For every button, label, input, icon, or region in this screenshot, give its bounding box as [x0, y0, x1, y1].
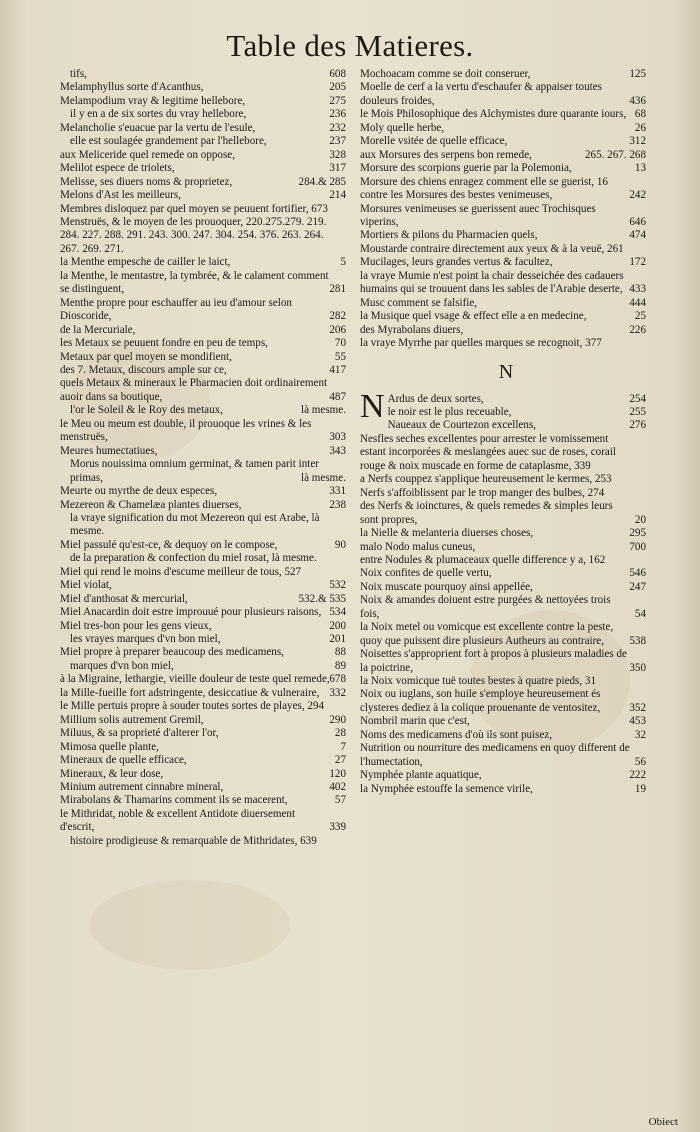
entry-text: la Nielle & melanteria diuerses choses,	[360, 527, 534, 540]
entry-text: des Nerfs & ioinctures, & quels remedes & simples leurs sont propres,	[360, 500, 613, 526]
entry-page-ref: 214	[329, 189, 346, 202]
entry-text: Mineraux de quelle efficace,	[60, 754, 187, 767]
entry-text: Melisse, ses diuers noms & proprietez,	[60, 175, 233, 188]
entry-text: Miel Anacardin doit estre improuué pour plusieurs raisons,	[60, 606, 322, 619]
index-entry	[60, 633, 352, 646]
entry-page-ref: 303	[329, 431, 346, 444]
index-entry	[60, 485, 352, 498]
entry-page-ref: 352	[629, 701, 646, 714]
entry-page-ref: 532.& 535	[298, 592, 346, 605]
entry-text: Minium autrement cinnabre mineral,	[60, 781, 224, 794]
entry-text: les vrayes marques d'vn bon miel,	[70, 633, 221, 646]
entry-page-ref: 700	[629, 540, 646, 553]
index-entry	[60, 458, 352, 485]
index-entry	[60, 768, 352, 781]
entry-text: Meures humectatiues,	[60, 444, 158, 457]
entry-text: la Mille-fueille fort adstringente, desiccatiue & vulneraire,	[60, 686, 320, 699]
index-entry	[60, 189, 352, 202]
entry-page-ref: 247	[629, 580, 646, 593]
index-entry	[360, 108, 652, 121]
entry-page-ref: 226	[629, 323, 646, 336]
entry-text: histoire prodigieuse & remarquable de Mithridates, 639	[70, 834, 317, 847]
entry-page-ref: 295	[629, 527, 646, 540]
index-entry	[360, 68, 652, 81]
entry-text: la Musique quel vsage & effect elle a en medecine,	[360, 310, 587, 323]
entry-page-ref: 254	[629, 392, 646, 405]
index-entry	[360, 729, 652, 742]
index-entry	[60, 149, 352, 162]
entry-page-ref: 453	[629, 715, 646, 728]
index-entry	[60, 566, 352, 579]
entry-page-ref: 242	[629, 189, 646, 202]
entry-text: Morus nouissima omnium germinat, & tamen parit inter primas,	[70, 458, 319, 484]
entry-text: le Mois Philosophique des Alchymistes dure quarante iours,	[360, 108, 627, 121]
entry-page-ref: 205	[329, 81, 346, 94]
index-entry	[60, 135, 352, 148]
entry-text: Moelle de cerf a la vertu d'eschaufer & appaiser toutes douleurs froides,	[360, 81, 602, 107]
entry-text: Melilot espece de triolets,	[60, 162, 175, 175]
index-entry	[60, 216, 352, 256]
entry-text: Mineraux, & leur dose,	[60, 767, 164, 780]
entry-text: Noix muscate pourquoy ainsi appellée,	[360, 580, 533, 593]
entry-text: Noms des medicamens d'où ils sont puisez,	[360, 728, 553, 741]
index-entry	[360, 81, 652, 108]
entry-text: Mimosa quelle plante,	[60, 740, 159, 753]
entry-page-ref: 417	[329, 363, 346, 376]
entry-text: Noix confites de quelle vertu,	[360, 567, 492, 580]
entry-page-ref: 32	[634, 728, 646, 741]
entry-text: l'or le Soleil & le Roy des metaux,	[70, 404, 223, 417]
index-entry	[360, 473, 652, 486]
entry-text: Melons d'Ast les meilleurs,	[60, 189, 181, 202]
entry-text: Nymphée plante aquatique,	[360, 769, 482, 782]
index-entry	[60, 81, 352, 94]
entry-page-ref: 222	[629, 769, 646, 782]
entry-page-ref: 20	[634, 513, 646, 526]
entry-text: aux Meliceride quel remede on oppose,	[60, 148, 235, 161]
entry-text: la Menthe empesche de cailler le laict,	[60, 256, 231, 269]
entry-page-ref: 276	[629, 419, 646, 432]
entry-page-ref: 282	[329, 310, 346, 323]
entry-text: Millium solis autrement Gremil,	[60, 713, 204, 726]
index-entry	[360, 433, 652, 473]
index-column-left	[60, 68, 352, 848]
entry-text: Miel propre à preparer beaucoup des medicamens,	[60, 646, 284, 659]
index-entry	[360, 229, 652, 242]
entry-page-ref: 54	[634, 607, 646, 620]
index-entry	[360, 500, 652, 527]
index-entry	[360, 783, 652, 796]
index-entry	[60, 162, 352, 175]
entry-page-ref: 237	[329, 135, 346, 148]
index-entry	[360, 162, 652, 175]
entry-page-ref: 343	[329, 444, 346, 457]
index-entry	[60, 808, 352, 835]
index-entry	[60, 122, 352, 135]
entry-page-ref: 538	[629, 634, 646, 647]
entry-page-ref: 88	[334, 646, 346, 659]
entry-page-ref: 28	[334, 727, 346, 740]
entry-text: Membres disloquez par quel moyen se peuuent fortifier, 673	[60, 202, 328, 215]
entry-text: Mezereon & Chamelæa plantes diuerses,	[60, 498, 242, 511]
entry-text: a Nerfs couppez s'applique heureusement le kermes, 253	[360, 473, 612, 486]
entry-text: malo Nodo malus cuneus,	[360, 540, 476, 553]
entry-page-ref: 19	[634, 782, 646, 795]
entry-page-ref: 290	[329, 713, 346, 726]
entry-text: le Meu ou meum est double, il prouoque les vrines & les menstruës,	[60, 417, 312, 444]
entry-page-ref: 474	[629, 229, 646, 242]
index-entry	[60, 68, 352, 81]
entry-page-ref: 13	[634, 162, 646, 175]
entry-page-ref: 534	[329, 606, 346, 619]
entry-page-ref: 331	[329, 485, 346, 498]
entry-text: à la Migraine, lethargie, vieille douleur de teste quel remede,	[60, 673, 330, 686]
entry-text: Miel tres-bon pour les gens vieux,	[60, 619, 212, 632]
entry-text: la Noix metel ou vomicque est excellente contre la peste, quoy que puissent dire plusieurs Autheurs au contraire,	[360, 621, 614, 647]
entry-text: Metaux par quel moyen se mondifient,	[60, 350, 232, 363]
index-entry	[360, 581, 652, 594]
entry-text: Noix ou iuglans, son huile s'employe heureusement és clysteres dediez à la colique prouenante de ventositez,	[360, 688, 601, 714]
entry-page-ref: 312	[629, 135, 646, 148]
entry-text: la Nymphée estouffe la semence virile,	[360, 782, 533, 795]
entry-page-ref: 350	[629, 661, 646, 674]
index-entry	[360, 337, 652, 350]
entry-page-ref: 255	[629, 405, 646, 418]
entry-page-ref: 238	[329, 498, 346, 511]
entry-page-ref: 646	[629, 215, 646, 228]
entry-text: aux Morsures des serpens bon remede,	[360, 148, 532, 161]
entry-text: Nesfles seches excellentes pour arrester le vomissement estant incorporées & meslangées auec suc de roses, corail rouge & noix muscade en forme de cataplasme, 339	[360, 432, 616, 472]
index-entry	[360, 149, 652, 162]
index-column-right	[360, 68, 652, 796]
index-entry	[60, 270, 352, 297]
index-entry	[60, 727, 352, 740]
index-entry	[60, 377, 352, 404]
index-entry	[360, 270, 652, 297]
entry-text: Nutrition ou nourriture des medicamens en quoy different de l'humectation,	[360, 742, 630, 768]
entry-text: Menthe propre pour eschauffer au ieu d'amour selon Dioscoride,	[60, 296, 292, 323]
index-entry	[360, 567, 652, 580]
entry-page-ref: 678	[329, 673, 346, 686]
index-entry	[60, 256, 352, 269]
index-entry	[60, 539, 352, 552]
index-entry	[360, 297, 652, 310]
entry-page-ref: 236	[329, 108, 346, 121]
index-entry	[60, 499, 352, 512]
entry-text: le noir est le plus receuable,	[387, 405, 512, 418]
entry-text: entre Nodules & plumaceaux quelle difference y a, 162	[360, 553, 606, 566]
catchword: Obiect	[648, 1116, 678, 1128]
index-entry	[60, 297, 352, 324]
entry-text: quels Metaux & mineraux le Pharmacien doit ordinairement auoir dans sa boutique,	[60, 377, 328, 403]
entry-page-ref: 436	[629, 94, 646, 107]
index-entry	[60, 203, 352, 216]
index-entry	[360, 176, 652, 189]
entry-text: Miluus, & sa proprieté d'alterer l'or,	[60, 727, 219, 740]
entry-text: des Myrabolans diuers,	[360, 323, 464, 336]
entry-text: Morsure des scorpions guerie par la Polemonia,	[360, 162, 572, 175]
entry-page-ref: 90	[334, 538, 346, 551]
index-entry	[360, 715, 652, 728]
entry-page-ref: 68	[634, 108, 646, 121]
index-entry	[60, 95, 352, 108]
entry-page-ref: 328	[329, 148, 346, 161]
entry-text: Meurte ou myrthe de deux especes,	[60, 485, 218, 498]
entry-text: Morsures venimeuses se guerissent auec Trochisques viperins,	[360, 202, 596, 228]
index-entry	[60, 579, 352, 592]
entry-text: Mucilages, leurs grandes vertus & facultez,	[360, 256, 553, 269]
entry-text: la Noix vomicque tuë toutes bestes à quatre pieds, 31	[360, 675, 596, 688]
entry-text: le Mille pertuis propre à souder toutes sortes de playes, 294	[60, 700, 325, 713]
entry-text: Miel qui rend le moins d'escume meilleur de tous, 527	[60, 565, 302, 578]
entry-page-ref: 25	[634, 310, 646, 323]
entry-page-ref: 7	[340, 740, 346, 753]
index-entry	[60, 794, 352, 807]
index-entry	[60, 835, 352, 848]
entry-text: Moly quelle herbe,	[360, 121, 445, 134]
entry-page-ref: 444	[629, 296, 646, 309]
index-entry	[360, 135, 652, 148]
index-entry	[60, 741, 352, 754]
entry-text: elle est soulagée grandement par l'hellebore,	[70, 135, 267, 148]
index-entry	[360, 742, 652, 769]
entry-text: tifs,	[70, 68, 87, 80]
entry-page-ref: 339	[329, 821, 346, 834]
entry-text: de la Mercuriale,	[60, 323, 136, 336]
index-entry	[60, 660, 352, 673]
index-entry	[360, 189, 652, 202]
entry-page-ref: 57	[334, 794, 346, 807]
index-entry	[60, 646, 352, 659]
section-letter-heading: N	[498, 360, 514, 383]
index-entry	[60, 351, 352, 364]
index-entry	[360, 406, 652, 419]
index-entry	[360, 688, 652, 715]
entry-text: Miel violat,	[60, 579, 112, 592]
entry-page-ref: 232	[329, 121, 346, 134]
entry-text: les Metaux se peuuent fondre en peu de temps,	[60, 337, 268, 350]
entry-text: la Menthe, le mentastre, la tymbrée, & le calament comment se distinguent,	[60, 269, 329, 296]
entry-text: contre les Morsures des bestes venimeuses,	[360, 189, 553, 202]
index-entry	[60, 404, 352, 417]
entry-text: Morsure des chiens enragez comment elle se guerist, 16	[360, 175, 608, 188]
index-entry	[360, 675, 652, 688]
index-entry	[360, 527, 652, 540]
entry-text: Mochoacam comme se doit conseruer,	[360, 68, 531, 80]
entry-page-ref: 546	[629, 567, 646, 580]
entry-page-ref: 281	[329, 283, 346, 296]
entry-text: Morelle vsitée de quelle efficace,	[360, 135, 508, 148]
index-entry	[60, 781, 352, 794]
entry-page-ref: 200	[329, 619, 346, 632]
index-entry	[360, 554, 652, 567]
entry-page-ref: 172	[629, 256, 646, 269]
index-entry	[360, 256, 652, 269]
index-entry	[360, 648, 652, 675]
index-entry	[360, 594, 652, 621]
entry-page-ref: 284.& 285	[298, 175, 346, 188]
entry-page-ref: 332	[329, 686, 346, 699]
index-entry	[60, 176, 352, 189]
entry-text: Musc comment se falsifie,	[360, 296, 478, 309]
entry-text: la vraye signification du mot Mezereon qui est Arabe, là mesme.	[70, 511, 320, 538]
entry-text: des 7. Metaux, discours ample sur ce,	[60, 363, 227, 376]
entry-text: le Mithridat, noble & excellent Antidote diuersement d'escrit,	[60, 807, 296, 834]
entry-page-ref: 27	[334, 754, 346, 767]
index-entry	[60, 512, 352, 539]
entry-page-ref: 265. 267. 268	[584, 148, 646, 161]
entry-text: Melancholie s'euacue par la vertu de l'esule,	[60, 121, 256, 134]
entry-page-ref: 56	[634, 755, 646, 768]
index-entry	[60, 445, 352, 458]
entry-page-ref: 206	[329, 323, 346, 336]
entry-text: il y en a de six sortes du vray hellebore,	[70, 108, 247, 121]
index-entry	[360, 203, 652, 230]
entry-page-ref: 55	[334, 350, 346, 363]
entry-page-ref: 201	[329, 633, 346, 646]
paper-stain	[90, 880, 290, 970]
index-entry	[60, 108, 352, 121]
index-entry	[360, 243, 652, 256]
entry-page-ref: là mesme.	[301, 471, 346, 484]
entry-page-ref: 89	[334, 659, 346, 672]
index-entry	[360, 310, 652, 323]
entry-text: Mortiers & pilons du Pharmacien quels,	[360, 229, 538, 242]
index-entry	[60, 700, 352, 713]
entry-page-ref: 487	[329, 390, 346, 403]
entry-text: Nerfs s'affoiblissent par le trop manger des bulbes, 274	[360, 486, 605, 499]
entry-page-ref: 608	[329, 68, 346, 80]
entry-page-ref: 317	[329, 162, 346, 175]
entry-page-ref: 125	[629, 68, 646, 80]
entry-page-ref: 433	[629, 283, 646, 296]
index-entry	[60, 687, 352, 700]
index-entry	[60, 324, 352, 337]
entry-page-ref: 70	[334, 337, 346, 350]
index-entry	[60, 754, 352, 767]
entry-page-ref: 5	[340, 256, 346, 269]
index-entry	[360, 122, 652, 135]
entry-text: marques d'vn bon miel,	[70, 659, 174, 672]
index-entry	[60, 620, 352, 633]
index-entry	[360, 541, 652, 554]
entry-text: Nombril marin que c'est,	[360, 715, 470, 728]
entry-text: Miel d'anthosat & mercurial,	[60, 592, 188, 605]
entry-text: Menstruës, & le moyen de les prouoquer, 220.275.279. 219. 284. 227. 288. 291. 243. 300. 247. 304. 254. 376. 263. 264. 267. 269. 271.	[60, 215, 327, 255]
entry-text: Miel passulé qu'est-ce, & dequoy on le compose,	[60, 538, 278, 551]
index-entry	[360, 419, 652, 432]
entry-page-ref: 402	[329, 781, 346, 794]
index-entry	[360, 621, 652, 648]
index-entry	[360, 487, 652, 500]
entry-page-ref: 275	[329, 94, 346, 107]
page-title: Table des Matieres.	[226, 28, 474, 63]
entry-text: la vraye Myrrhe par quelles marques se recognoit, 377	[360, 337, 602, 350]
entry-text: Melamphyllus sorte d'Acanthus,	[60, 81, 204, 94]
index-entry	[60, 337, 352, 350]
index-entry	[360, 769, 652, 782]
entry-text: Melampodium vray & legitime hellebore,	[60, 94, 246, 107]
index-entry	[60, 552, 352, 565]
index-entry	[60, 673, 352, 686]
entry-text: la vraye Mumie n'est point la chair desseichée des cadauers humains qui se trouuent dans les sables de l'Arabie deserte,	[360, 269, 624, 296]
index-entry	[60, 418, 352, 445]
entry-text: Ardus de deux sortes,	[387, 392, 484, 405]
index-entry	[60, 364, 352, 377]
entry-text: Moustarde contraire directement aux yeux & à la veuë, 261	[360, 242, 624, 255]
index-entry	[60, 714, 352, 727]
index-entry	[60, 606, 352, 619]
entry-text: Noisettes s'approprient fort à propos à plusieurs maladies de la poictrine,	[360, 648, 627, 674]
entry-text: Mirabolans & Thamarins comment ils se macerent,	[60, 794, 288, 807]
index-entry	[360, 324, 652, 337]
entry-page-ref: là mesme.	[301, 404, 346, 417]
entry-page-ref: 26	[634, 121, 646, 134]
entry-text: Noix & amandes doiuent estre purgées & nettoyées trois fois,	[360, 594, 611, 620]
index-entry	[60, 593, 352, 606]
entry-page-ref: 532	[329, 579, 346, 592]
entry-page-ref: 120	[329, 767, 346, 780]
entry-text: de la preparation & confection du miel rosat, là mesme.	[70, 552, 317, 565]
entry-text: Naueaux de Courtezon excellens,	[387, 419, 537, 432]
drop-capital: N	[360, 387, 385, 425]
